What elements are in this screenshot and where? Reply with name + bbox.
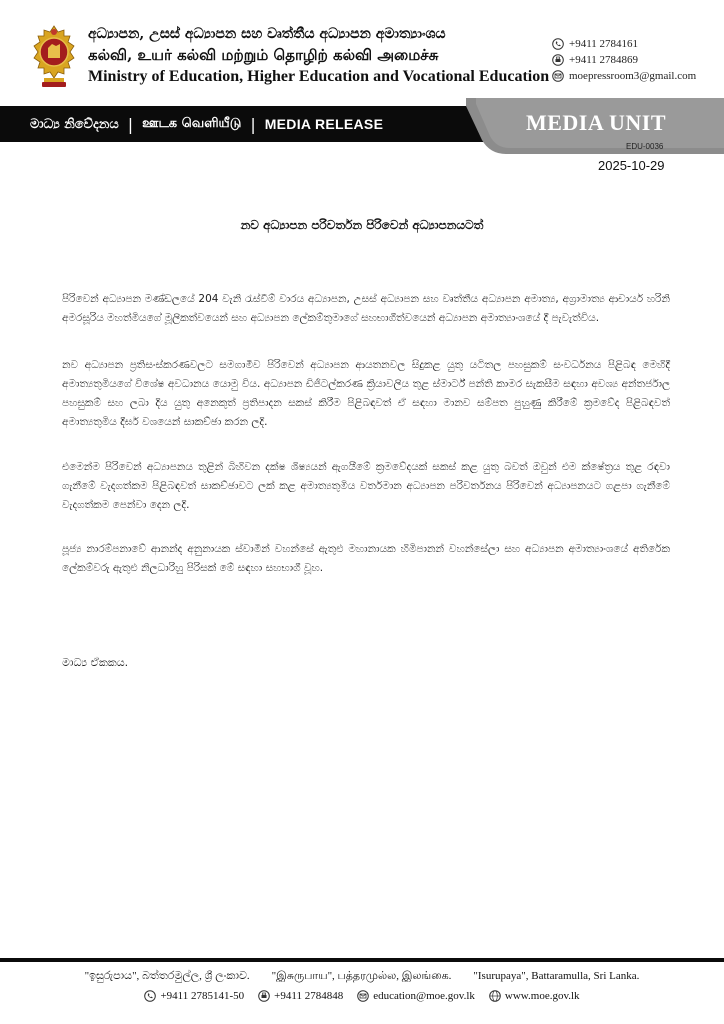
ministry-name-block (88, 24, 550, 88)
release-paragraph: පිරිවෙන් අධ්‍යාපන මණ්ඩලයේ 204 වැනි රැස්වීම් වාරය අධ්‍යාපන, උසස් අධ්‍යාපන සහ වෘත්තීය අධ්‍යාපන අමාත්‍ය, අග්‍රාමාත්‍ය ආචාර්ය හරිනි අමරසූරිය මහත්මියගේ මූලිකත්වයෙන් සහ අධ්‍යාපන ලේකම්තුමාගේ සහභාගීත්වයෙන් අධ්‍යාපන අමාත්‍යාංශයේ දී පැවැත්විය. (62, 293, 670, 324)
media-release-labels (30, 106, 383, 142)
header-phone-text: +9411 2784161 (569, 38, 639, 50)
footer-website-text[interactable]: www.moe.gov.lk (504, 990, 580, 1002)
footer-address-tamil: "இசுருபாய", பத்தரமுல்ல, இலங்கை. (271, 970, 452, 982)
release-date: 2025-10-29 (598, 158, 665, 173)
footer-email[interactable] (357, 990, 475, 1002)
state-emblem-logo (30, 24, 78, 90)
ministry-name-sinhala: අධ්‍යාපන, උසස් අධ්‍යාපන සහ වෘත්තීය අධ්‍යාපන අමාත්‍යාංශය (88, 26, 446, 42)
ministry-name-english: Ministry of Education, Higher Education and Vocational Education (88, 68, 550, 85)
band-label-tamil: ஊடக வெளியீடு (142, 116, 242, 131)
footer-website[interactable] (489, 990, 580, 1002)
header-email[interactable] (552, 68, 724, 84)
footer-contacts (0, 990, 724, 1002)
phone-icon (144, 990, 156, 1002)
band-label-english: MEDIA RELEASE (264, 116, 384, 132)
footer-phone (144, 990, 244, 1002)
release-paragraph: පූජ්‍ය නාරම්පනාවේ ආනන්ද අනුනායක ස්වාමීන් වහන්සේ ඇතුළු මහානායක හිමිපානන් වහන්සේලා සහ අධ්‍යාපන අමාත්‍යාංශයේ අතිරේක ලේකම්වරු ඇතුළු නිලධාරිහු පිරිසක් මේ සඳහා සහභාගී වූහ. (62, 543, 670, 574)
footer-divider (0, 958, 724, 962)
footer-phone-text: +9411 2785141-50 (160, 990, 245, 1002)
footer-fax-text: +9411 2784848 (274, 990, 344, 1002)
footer-email-text[interactable]: education@moe.gov.lk (373, 990, 475, 1002)
footer-address-english: "Isurupaya", Battaramulla, Sri Lanka. (473, 970, 640, 982)
footer-address (0, 970, 724, 984)
footer-fax (258, 990, 343, 1002)
phone-icon (552, 38, 564, 50)
release-title: නව අධ්‍යාපන පරිවර්තන පිරිවෙන් අධ්‍යාපනයටත් (240, 218, 484, 232)
release-signoff: මාධ්‍ය ඒකකය. (62, 656, 129, 669)
band-label-sinhala: මාධ්‍ය නිවේදනය (30, 116, 119, 132)
globe-icon (489, 990, 501, 1002)
header-fax (552, 52, 724, 68)
media-unit-label: MEDIA UNIT (525, 110, 667, 135)
header-fax-text: +9411 2784869 (569, 54, 639, 66)
release-paragraph: එමෙන්ම පිරිවෙන් අධ්‍යාපනය තුළින් බිහිවන දක්ෂ ශිෂ්‍යයන් ඇගයීමේ ක්‍රමවේදයක් සකස් කළ යුතු බවත් ඔවුන් එම ක්ෂේත්‍රය තුළ රඳවා ගැනීමේ වැදගත්කම පිළිබඳවත් සාකච්ඡාවට ලක් කළ අමාත්‍යතුමිය වර්තමාන අධ්‍යාපන පරිවර්තනය පිරිවෙන් අධ්‍යාපනයට ගළපා ගැනීමේ වැදගත්කම පෙන්වා දෙන ලදි. (62, 461, 670, 511)
fax-icon (552, 54, 564, 66)
email-icon (357, 990, 369, 1002)
band-separator: | (250, 114, 256, 134)
header-phone (552, 36, 724, 52)
email-icon (552, 70, 564, 82)
release-paragraph: නව අධ්‍යාපන ප්‍රතිසංස්කරණවලට සමගාමීව පිරිවෙන් අධ්‍යාපන ආයතනවල සිදුකළ යුතු යටිතල පහසුකම් සංවර්ධනය පිළිබඳ මෙහිදී අමාත්‍යතුමියගේ විශේෂ අවධානය යොමු විය. අධ්‍යාපන ඩිජිටල්කරණ ක්‍රියාවලිය තුළ ස්මාර්ට් පන්ති කාමර සැකසීම සඳහා අවශ්‍ය අන්තර්ජාල පහසුකම් සහ ලබා දිය යුතු අනෙකුත් ප්‍රතිපාදන සකස් කිරීම පිළිබඳවත් ඒ සඳහා මානව සම්පත පුහුණු කිරීමේ ක්‍රමවේද පිළිබඳවත් අමාත්‍යතුමිය දීර්ඝ වශයෙන් සාකච්ඡා කරන ලදි. (62, 359, 670, 428)
header-contacts (552, 36, 724, 84)
footer-address-sinhala: "ඉසුරුපාය", බත්තරමුල්ල, ශ්‍රී ලංකාව. (84, 970, 250, 982)
ministry-name-tamil: கல்வி, உயர் கல்வி மற்றும் தொழிற் கல்வி அமைச்சு (88, 46, 439, 64)
fax-icon (258, 990, 270, 1002)
header-email-text[interactable]: moepressroom3@gmail.com (569, 70, 697, 82)
document-reference: EDU-0036 (626, 142, 664, 151)
band-separator: | (127, 114, 134, 134)
